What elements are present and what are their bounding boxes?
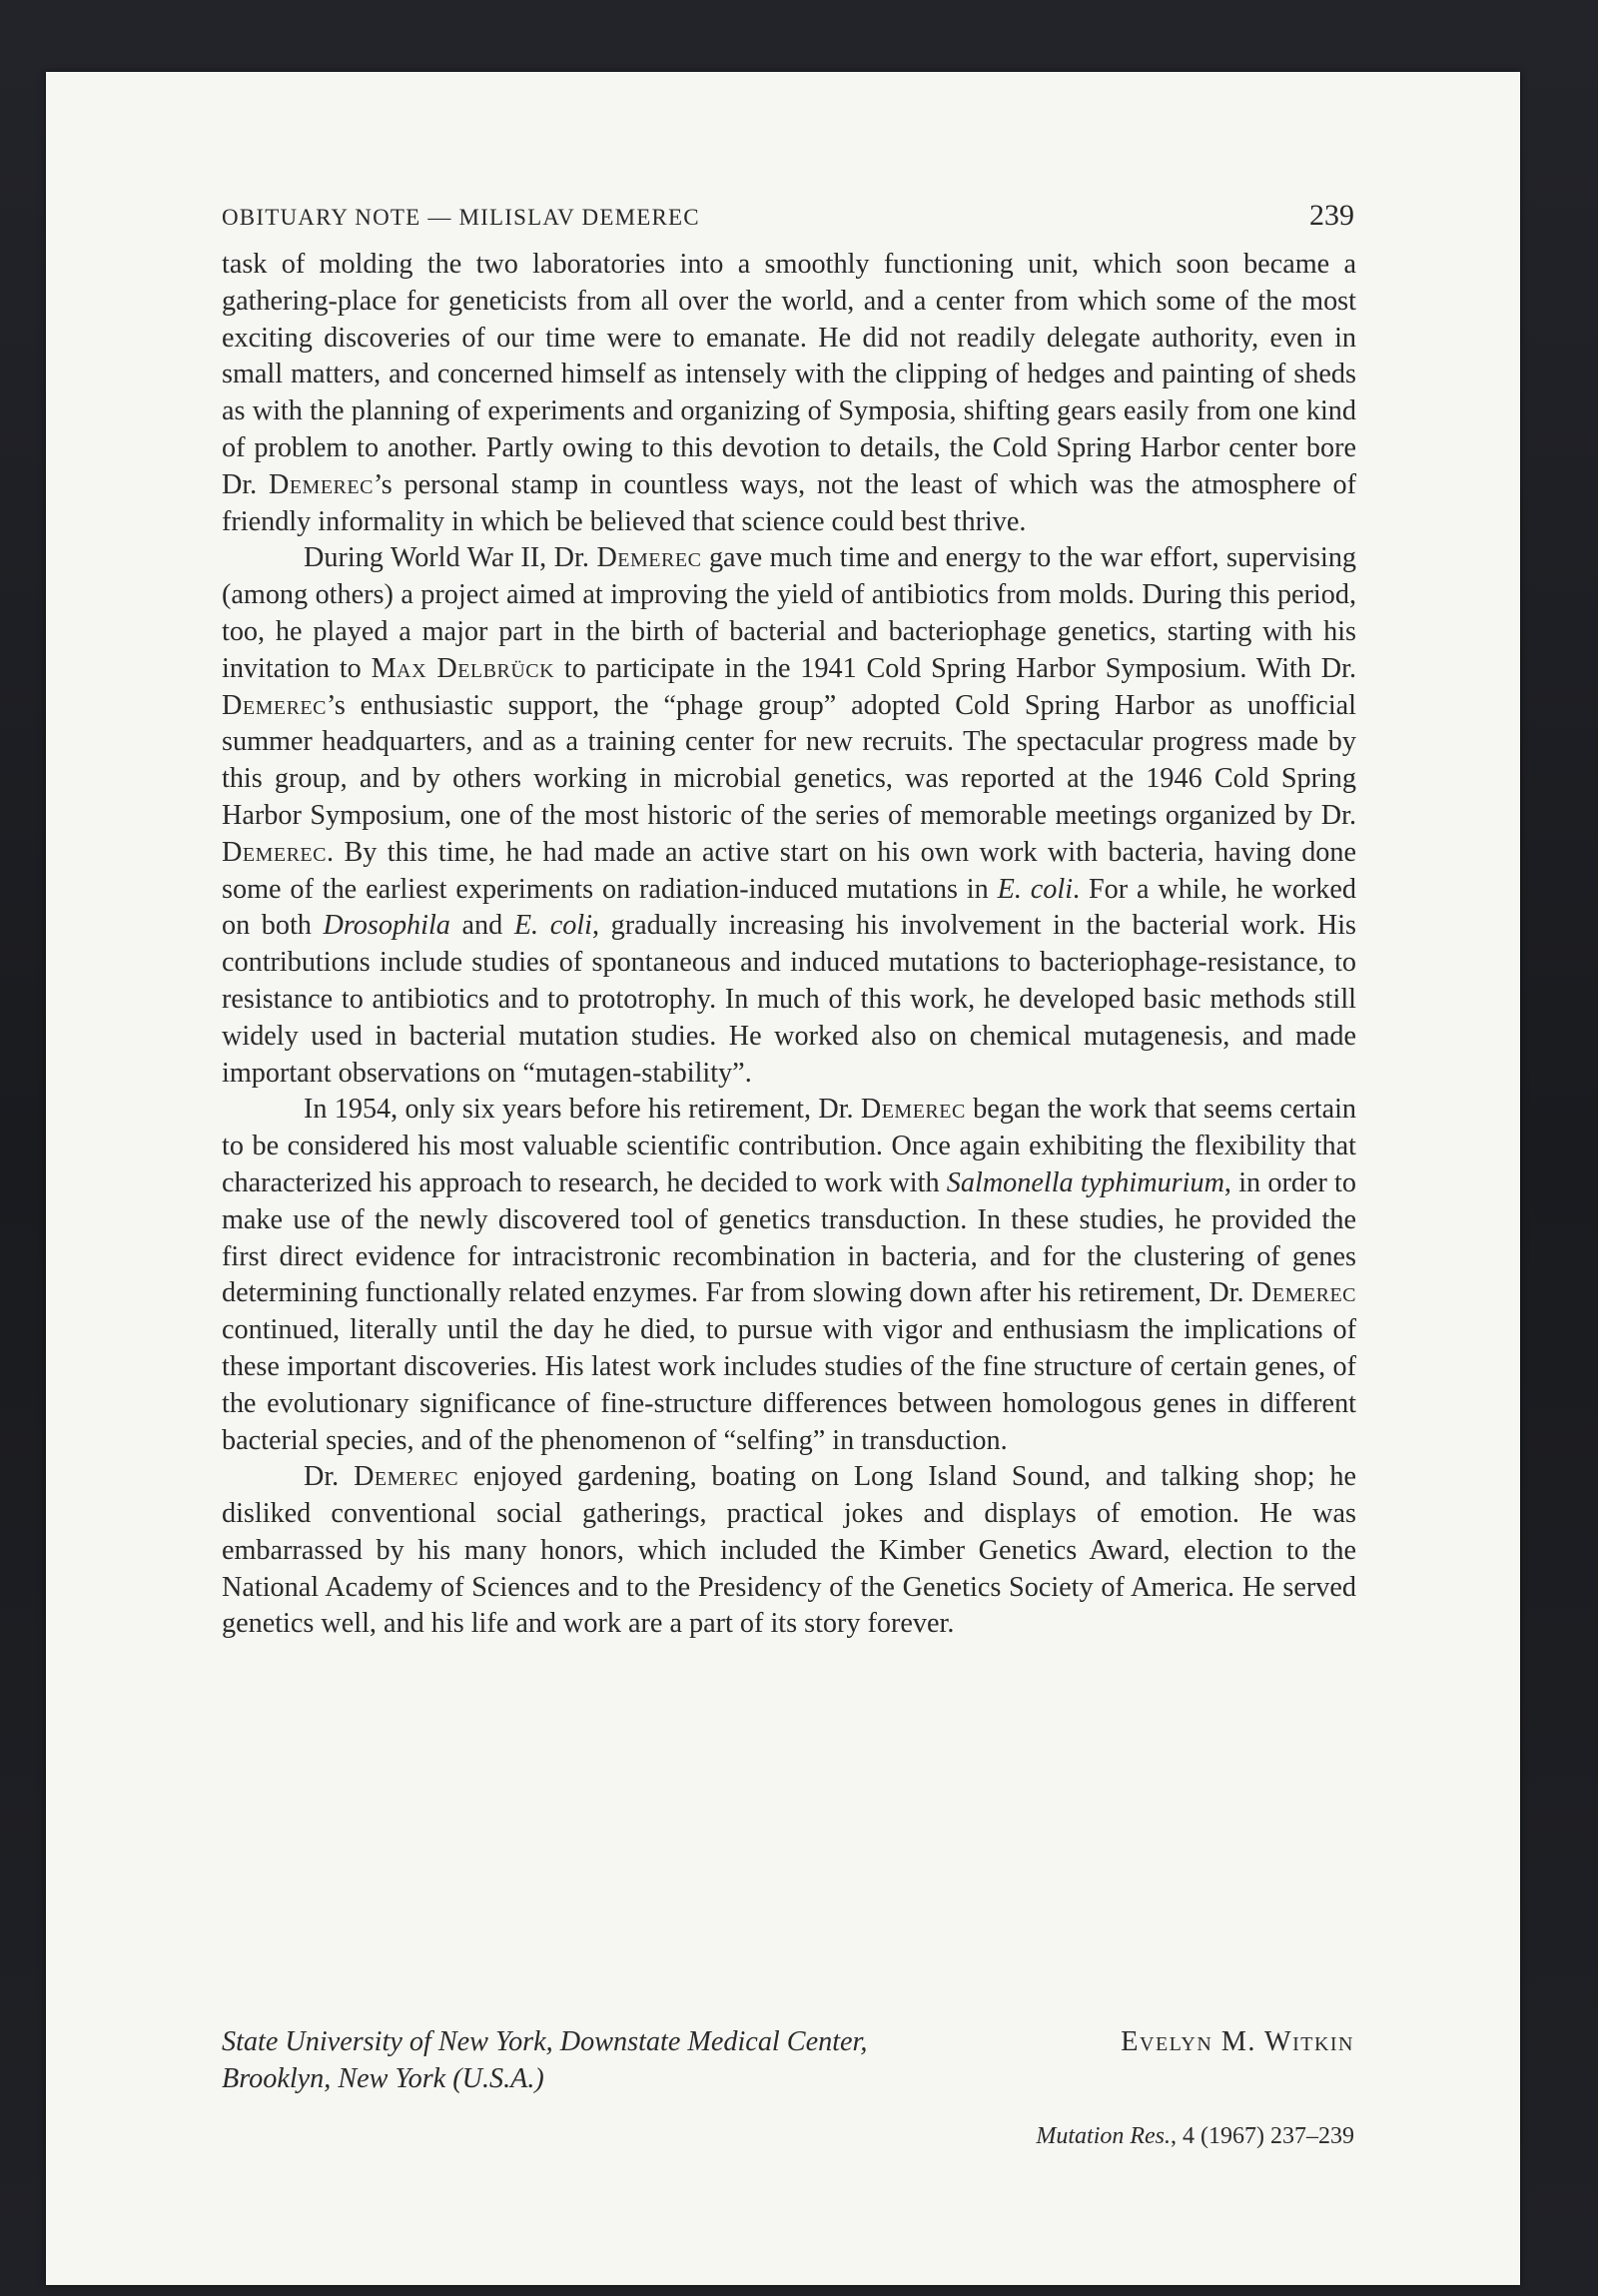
paragraph-3-text-b: began the work that seems certain to be considered his most valuable scientific contribution. Once again exhibiting the flexibility that characterized his approach to research, he decided to work with: [222, 1094, 1357, 1198]
author-name-smallcaps: Demerec: [222, 689, 327, 721]
paragraph-2-text-a: During World War II, Dr.: [304, 542, 589, 574]
species-italic: E. coli: [997, 873, 1074, 905]
running-head-title: OBITUARY NOTE — MILISLAV DEMEREC: [222, 205, 700, 230]
paragraph-1-text-b: ’s personal stamp in countless ways, not the least of which was the atmosphere of friendly informality in which be believed that science could best thrive.: [222, 468, 1356, 537]
paragraph-1-text-a: task of molding the two laboratories into a smoothly functioning unit, which soon became a gathering-place for geneticists from all over the world, and a center from which some of the most exciting discoveries of our time were to emanate. He did not readily delegate authority, even in small matters, and concerned himself as intensely with the clipping of hedges and painting of sheds as with the planning of experiments and organizing of Symposia, shifting gears easily from one kind of problem to another. Partly owing to this devotion to details, the Cold Spring Harbor center bore Dr.: [222, 249, 1356, 500]
paragraph-2-text-e: . By this time, he had made an active start on his own work with bacteria, having done some of the earliest experiments on radiation-induced mutations in: [222, 836, 1356, 905]
author-name-smallcaps: Demerec: [1251, 1277, 1357, 1309]
author-name-smallcaps: Demerec: [268, 468, 374, 500]
paragraph-2: [222, 540, 1356, 1092]
author-name-smallcaps: Demerec: [222, 836, 327, 868]
citation: [1036, 2123, 1354, 2150]
paragraph-2-text-c: to participate in the 1941 Cold Spring Harbor Symposium. With Dr.: [563, 652, 1357, 684]
paragraph-4-text-a: Dr.: [304, 1461, 340, 1493]
species-italic: E. coli: [513, 910, 592, 942]
article-body: [222, 247, 1356, 1643]
paragraph-2-text-b: gave much time and energy to the war effort, supervising (among others) a project aimed at improving the yield of antibiotics from molds. During this period, too, he played a major part in the birth of bacterial and bacteriophage genetics, starting with his invitation to: [222, 542, 1357, 684]
author-name-smallcaps: Demerec: [596, 542, 702, 574]
author-name: Evelyn M. Witkin: [1121, 2026, 1354, 2057]
paragraph-3-text-a: In 1954, only six years before his retirement, Dr.: [304, 1094, 854, 1126]
document-page: [46, 72, 1520, 2285]
affiliation-line-2: Brooklyn, New York (U.S.A.): [222, 2063, 544, 2094]
affiliation: [222, 2023, 1021, 2097]
paragraph-3: [222, 1092, 1356, 1459]
page-number: 239: [1309, 199, 1354, 232]
species-italic: Salmonella typhimurium: [946, 1166, 1224, 1198]
paragraph-3-text-d: continued, literally until the day he died, to pursue with vigor and enthusiasm the implications of these important discoveries. His latest work includes studies of the fine structure of certain genes, of the evolutionary significance of fine-structure differences between homologous genes in different bacterial species, and of the phenomenon of “selfing” in transduction.: [222, 1314, 1356, 1456]
paragraph-4-text-b: enjoyed gardening, boating on Long Island Sound, and talking shop; he disliked conventional social gatherings, practical jokes and displays of emotion. He was embarrassed by his many honors, which included the Kimber Genetics Award, election to the National Academy of Sciences and to the Presidency of the Genetics Society of America. He served genetics well, and his life and work are a part of its story forever.: [222, 1461, 1356, 1640]
citation-journal: Mutation Res.: [1036, 2123, 1172, 2149]
affiliation-line-1: State University of New York, Downstate Medical Center,: [222, 2026, 868, 2057]
paragraph-4: [222, 1459, 1356, 1643]
delbruck-name-smallcaps: Max Delbrück: [371, 652, 555, 684]
paragraph-3-text-c: , in order to make use of the newly discovered tool of genetics transduction. In these studies, he provided the first direct evidence for intracistronic recombination in bacteria, and for the clustering of genes determining functionally related enzymes. Far from slowing down after his retirement, Dr.: [222, 1166, 1356, 1309]
running-head: [222, 199, 1356, 245]
paragraph-1: [222, 247, 1356, 540]
paragraph-2-text-d: ’s enthusiastic support, the “phage group” adopted Cold Spring Harbor as unofficial summer headquarters, and as a training center for new recruits. The spectacular progress made by this group, and by others working in microbial genetics, was reported at the 1946 Cold Spring Harbor Symposium, one of the most historic of the series of memorable meetings organized by Dr.: [222, 689, 1356, 831]
paragraph-2-text-f: . For a while, he worked on both: [222, 873, 1356, 942]
citation-details: , 4 (1967) 237–239: [1171, 2123, 1354, 2149]
paragraph-2-text-g: and: [461, 910, 503, 942]
author-name-smallcaps: Demerec: [860, 1094, 966, 1126]
species-italic: Drosophila: [323, 910, 450, 942]
paragraph-2-text-h: , gradually increasing his involvement in the bacterial work. His contributions include studies of spontaneous and induced mutations to bacteriophage-resistance, to resistance to antibiotics and to prototrophy. In much of this work, he developed basic methods still widely used in bacterial mutation studies. He worked also on chemical mutagenesis, and made important observations on “mutagen-stability”.: [222, 910, 1357, 1089]
author-name-smallcaps: Demerec: [354, 1461, 459, 1493]
